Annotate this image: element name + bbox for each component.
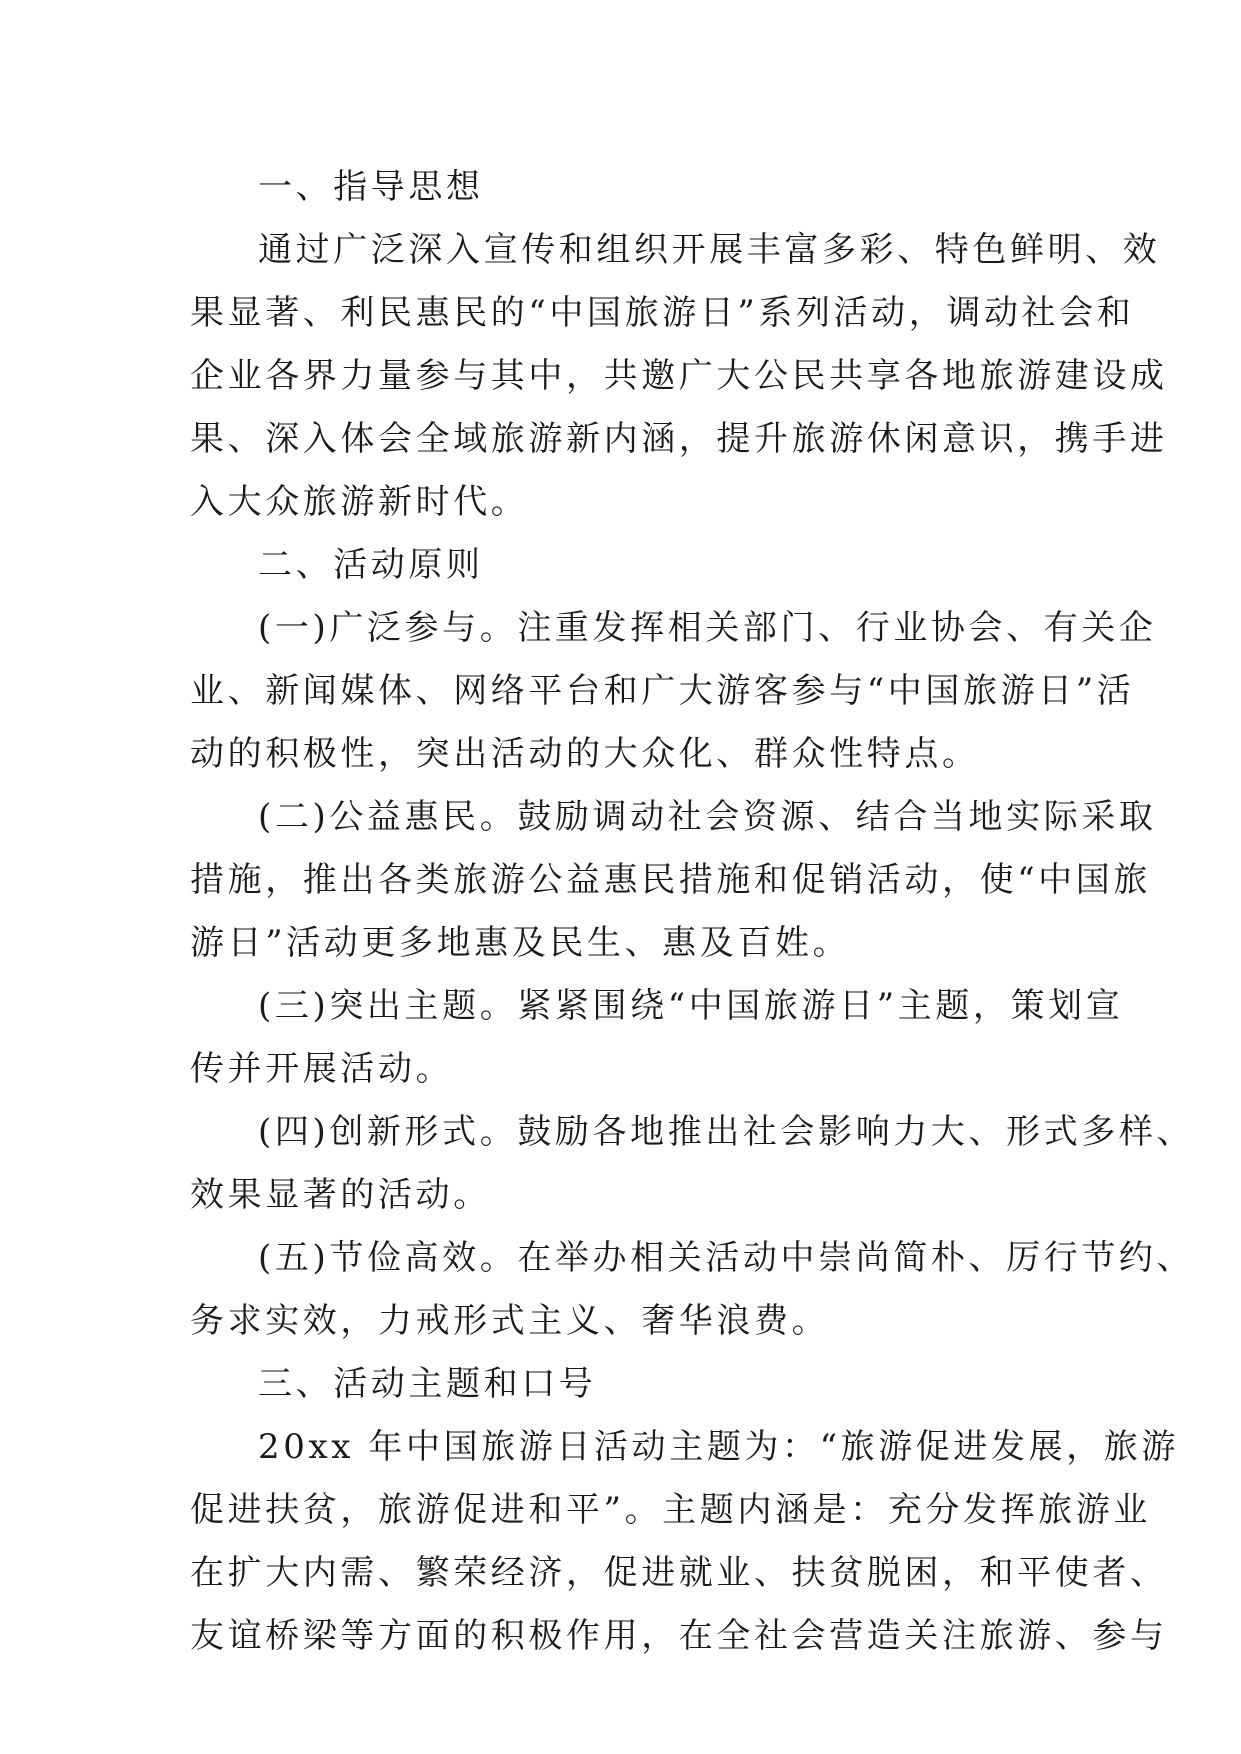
paragraph-line: 促进扶贫，旅游促进和平”。主题内涵是：充分发挥旅游业 — [190, 1490, 1151, 1530]
section-heading-theme-slogan: 三、活动主题和口号 — [258, 1364, 597, 1404]
paragraph-line: (一)广泛参与。注重发挥相关部门、行业协会、有关企 — [258, 608, 1157, 648]
paragraph-line: 友谊桥梁等方面的积极作用，在全社会营造关注旅游、参与 — [190, 1616, 1168, 1656]
paragraph-line: (五)节俭高效。在举办相关活动中崇尚简朴、厉行节约、 — [258, 1238, 1195, 1278]
paragraph-line: (三)突出主题。紧紧围绕“中国旅游日”主题，策划宣 — [258, 986, 1124, 1026]
paragraph-line: (二)公益惠民。鼓励调动社会资源、结合当地实际采取 — [258, 797, 1157, 837]
paragraph-line: 效果显著的活动。 — [190, 1175, 491, 1215]
paragraph-line: 通过广泛深入宣传和组织开展丰富多彩、特色鲜明、效 — [258, 230, 1161, 270]
paragraph-line: 入大众旅游新时代。 — [190, 482, 529, 522]
paragraph-line: 业、新闻媒体、网络平台和广大游客参与“中国旅游日”活 — [190, 671, 1135, 711]
paragraph-line: 果、深入体会全域旅游新内涵，提升旅游休闲意识，携手进 — [190, 419, 1168, 459]
section-heading-guiding-ideology: 一、指导思想 — [258, 167, 484, 207]
paragraph-line: 务求实效，力戒形式主义、奢华浪费。 — [190, 1301, 830, 1341]
paragraph-line: 措施，推出各类旅游公益惠民措施和促销活动，使“中国旅 — [190, 860, 1151, 900]
paragraph-line: 企业各界力量参与其中，共邀广大公民共享各地旅游建设成 — [190, 356, 1168, 396]
paragraph-line: 20xx 年中国旅游日活动主题为：“旅游促进发展，旅游 — [258, 1427, 1180, 1467]
paragraph-line: 游日”活动更多地惠及民生、惠及百姓。 — [190, 923, 851, 963]
section-heading-activity-principles: 二、活动原则 — [258, 545, 484, 585]
paragraph-line: 在扩大内需、繁荣经济，促进就业、扶贫脱困，和平使者、 — [190, 1553, 1168, 1593]
paragraph-line: (四)创新形式。鼓励各地推出社会影响力大、形式多样、 — [258, 1112, 1195, 1152]
paragraph-line: 动的积极性，突出活动的大众化、群众性特点。 — [190, 734, 980, 774]
paragraph-line: 传并开展活动。 — [190, 1049, 454, 1089]
paragraph-line: 果显著、利民惠民的“中国旅游日”系列活动，调动社会和 — [190, 293, 1135, 333]
document-body — [190, 156, 1195, 1668]
